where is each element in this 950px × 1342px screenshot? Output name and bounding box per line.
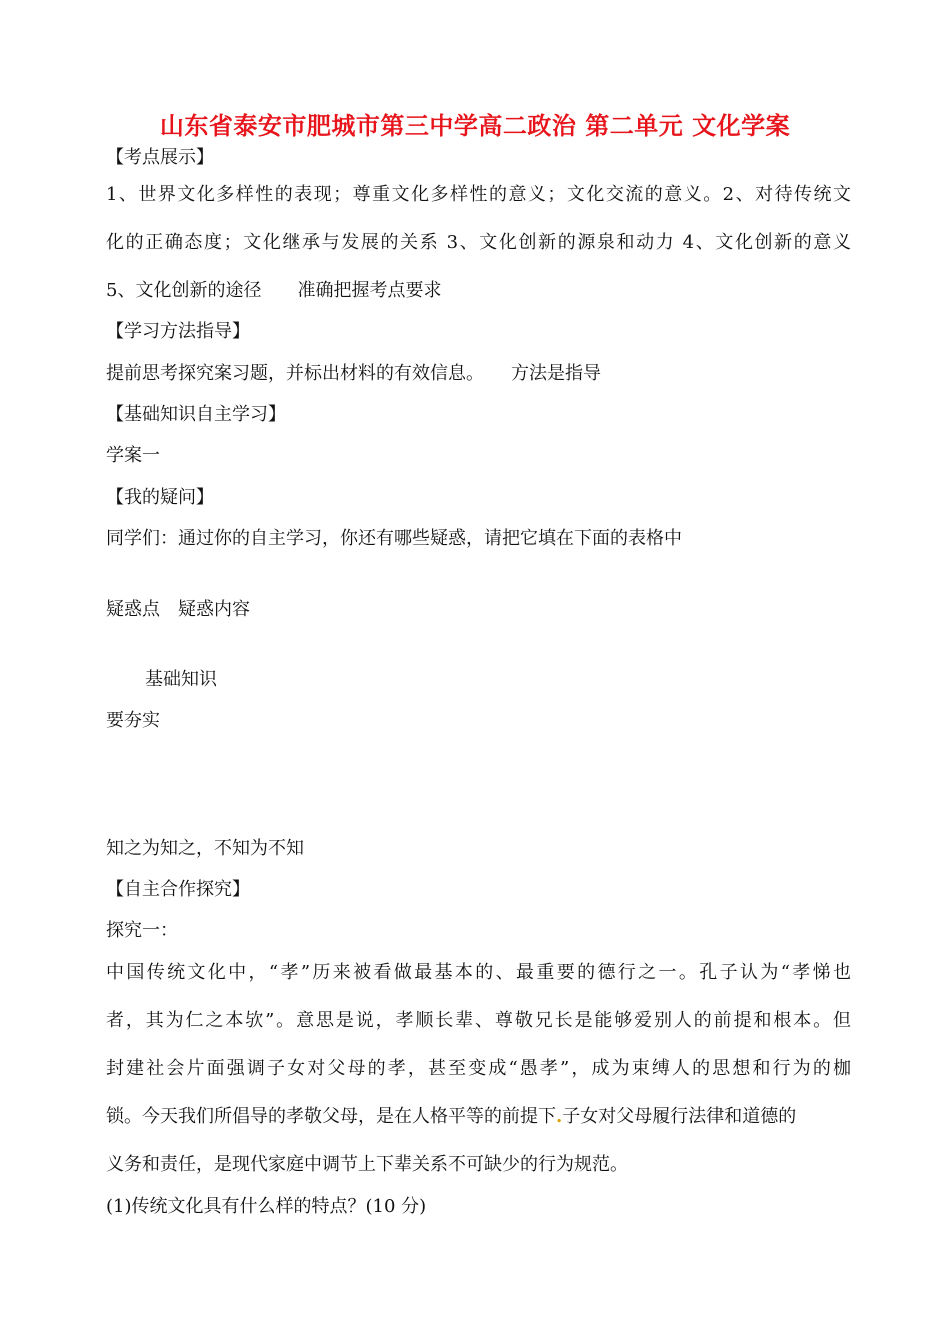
solid-label: 要夯实: [106, 710, 160, 731]
section-header-method: 【学习方法指导】: [106, 321, 250, 342]
passage-line-4-part-2: 子女对父母履行法律和道德的: [562, 1106, 797, 1127]
document-title: 山东省泰安市肥城市第三中学高二政治 第二单元 文化学案: [159, 111, 791, 140]
kaodian-line-1: 1、世界文化多样性的表现；尊重文化多样性的意义；文化交流的意义。2、对待传统文: [106, 184, 851, 205]
section-header-kaodian: 【考点展示】: [106, 147, 214, 168]
case-one-label: 学案一: [106, 445, 160, 466]
question-text: 同学们：通过你的自主学习，你还有哪些疑惑，请把它填在下面的表格中: [106, 528, 682, 549]
know-saying: 知之为知之，不知为不知: [106, 838, 304, 859]
basic-knowledge-label: 基础知识: [145, 669, 217, 690]
passage-line-2: 者，其为仁之本欤”。意思是说，孝顺长辈、尊敬兄长是能够爱别人的前提和根本。但: [106, 1010, 851, 1031]
question-one: (1)传统文化具有什么样的特点？(10 分): [106, 1196, 427, 1217]
method-text: 提前思考探究案习题，并标出材料的有效信息。 方法是指导: [106, 363, 601, 384]
passage-line-4-part-1: 锁。今天我们所倡导的孝敬父母，是在人格平等的前提下: [106, 1106, 556, 1127]
section-header-coop: 【自主合作探究】: [106, 879, 250, 900]
passage-line-1: 中国传统文化中，“孝”历来被看做最基本的、最重要的德行之一。孔子认为“孝悌也: [106, 962, 851, 983]
section-header-question: 【我的疑问】: [106, 487, 214, 508]
kaodian-line-3: 5、文化创新的途径 准确把握考点要求: [106, 280, 442, 301]
passage-mark: .: [556, 1106, 563, 1127]
table-header: 疑惑点 疑惑内容: [106, 599, 250, 620]
passage-line-3: 封建社会片面强调子女对父母的孝，甚至变成“愚孝”，成为束缚人的思想和行为的枷: [106, 1058, 851, 1079]
section-header-basic: 【基础知识自主学习】: [106, 404, 286, 425]
kaodian-line-2: 化的正确态度；文化继承与发展的关系 3、文化创新的源泉和动力 4、文化创新的意义: [106, 232, 851, 253]
explore-one-label: 探究一：: [106, 920, 178, 941]
passage-line-4: [106, 1105, 851, 1129]
passage-line-5: 义务和责任，是现代家庭中调节上下辈关系不可缺少的行为规范。: [106, 1154, 628, 1175]
